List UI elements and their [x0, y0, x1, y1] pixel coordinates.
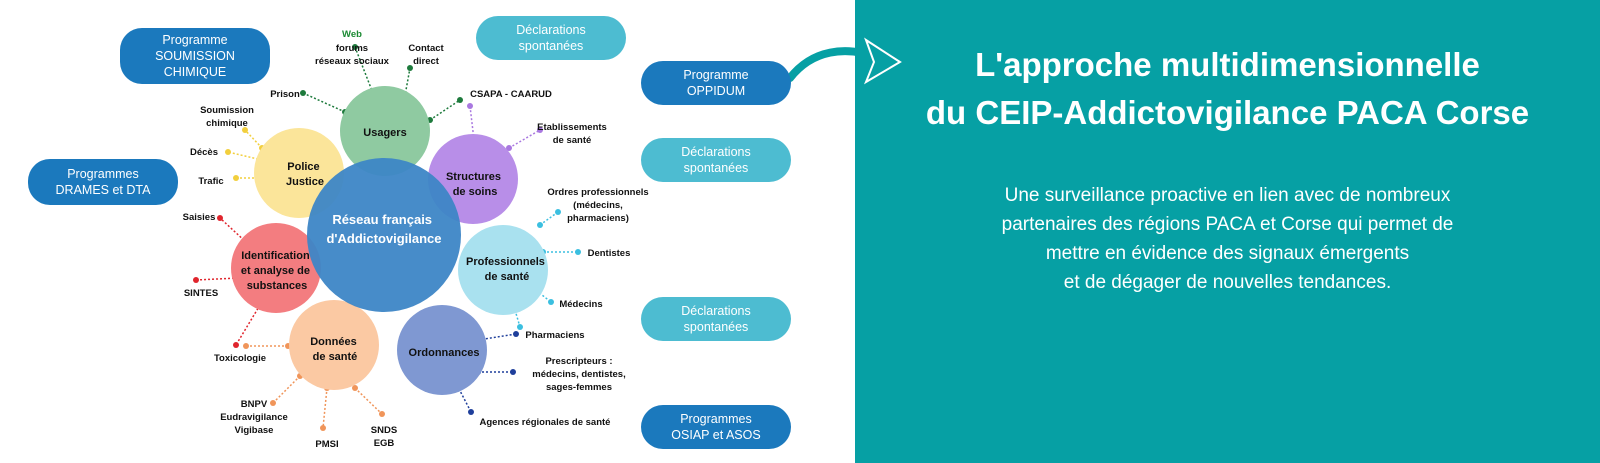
leaf-web: Web — [342, 29, 362, 40]
connector-line-donnees — [323, 388, 327, 428]
connector-dot-usagers — [300, 90, 306, 96]
leaf-agences: Agences régionales de santé — [479, 417, 611, 428]
connector-dot-donnees — [243, 343, 249, 349]
hub-structures-label: Structures de soins — [445, 171, 501, 198]
leaf-contact: Contact direct — [408, 43, 444, 67]
leaf-forums: forums réseaux sociaux — [315, 43, 389, 67]
connector-dot-professionnels — [555, 209, 561, 215]
leaf-bnpv: BNPV Eudravigilance Vigibase — [220, 399, 288, 436]
hub-ordonnances-label: Ordonnances — [408, 347, 480, 359]
connector-line-identification — [236, 305, 260, 345]
leaf-dentistes: Dentistes — [587, 248, 631, 259]
leaf-csapa: CSAPA - CAARUD — [470, 89, 552, 100]
connector-dot-professionnels — [548, 299, 554, 305]
hub-identification-label: Identification et analyse de substances — [240, 250, 311, 292]
leaf-trafic: Trafic — [198, 176, 224, 187]
pill-programme-oppidum: Programme OPPIDUM — [641, 61, 791, 105]
hub-professionnels-label: Professionnels de santé — [466, 256, 545, 283]
connector-dot-ordonnances — [468, 409, 474, 415]
connector-dot-professionnels — [517, 324, 523, 330]
leaf-pharmaciens: Pharmaciens — [525, 330, 585, 341]
connector-line-police — [245, 130, 262, 148]
connector-line-donnees — [355, 388, 382, 414]
connector-dot-professionnels — [575, 249, 581, 255]
center-label: Réseau français d'Addictovigilance — [326, 212, 442, 246]
leaf-pmsi: PMSI — [315, 439, 339, 450]
connector-dot-donnees — [379, 411, 385, 417]
paragraph-line-1: Une surveillance proactive en lien avec de nombreux — [1004, 185, 1451, 206]
connector-dot-identification — [193, 277, 199, 283]
title-line-2: du CEIP-Addictovigilance PACA Corse — [925, 94, 1530, 131]
leaf-deces: Décès — [190, 147, 218, 158]
connector-dot-structures — [457, 97, 463, 103]
connector-line-structures — [509, 130, 540, 148]
connector-line-professionnels — [540, 212, 558, 225]
leaf-snds: SNDS EGB — [370, 425, 398, 449]
leaf-medecins: Médecins — [559, 299, 603, 310]
pill-programme-soumission: Programme SOUMISSION CHIMIQUE — [120, 28, 270, 84]
connector-dot-ordonnances — [513, 331, 519, 337]
connector-line-identification — [196, 278, 238, 280]
connector-dot-structures — [467, 103, 473, 109]
connector-line-structures — [430, 100, 460, 120]
connector-line-donnees — [273, 376, 300, 403]
connector-dot-identification — [233, 342, 239, 348]
leaf-prescripteurs: Prescripteurs : médecins, dentistes, sages-femmes — [532, 356, 626, 393]
connector-line-usagers — [303, 93, 345, 112]
pill-declarations-mid: Déclarations spontanées — [641, 138, 791, 182]
pill-programmes-osiap: Programmes OSIAP et ASOS — [641, 405, 791, 449]
pill-declarations-top: Déclarations spontanées — [476, 16, 626, 60]
pill-programmes-drames: Programmes DRAMES et DTA — [28, 159, 178, 205]
hub-police-label: Police Justice — [286, 161, 324, 188]
connector-dot-donnees — [352, 385, 358, 391]
leaf-saisies: Saisies — [182, 212, 216, 223]
hub-usagers-label: Usagers — [363, 127, 407, 139]
pill-declarations-low: Déclarations spontanées — [641, 297, 791, 341]
hub-donnees-label: Données de santé — [310, 336, 358, 363]
paragraph-line-4: et de dégager de nouvelles tendances. — [1063, 272, 1392, 293]
connector-dot-professionnels — [537, 222, 543, 228]
connector-dot-ordonnances — [510, 369, 516, 375]
connector-dot-police — [233, 175, 239, 181]
hub-professionnels-circle — [458, 225, 548, 315]
connector-dot-donnees — [270, 400, 276, 406]
leaf-etablissements: Etablissements de santé — [537, 122, 607, 146]
leaf-sintes: SINTES — [183, 288, 219, 299]
leaf-ordres: Ordres professionnels (médecins, pharmaciens) — [547, 187, 649, 224]
paragraph-line-2: partenaires des régions PACA et Corse qui permet de — [1001, 214, 1454, 235]
title-line-1: L'approche multidimensionnelle — [975, 46, 1480, 83]
leaf-toxicologie: Toxicologie — [213, 353, 267, 364]
leaf-soumission: Soumission chimique — [200, 105, 254, 129]
connector-dot-police — [225, 149, 231, 155]
connector-dot-identification — [217, 215, 223, 221]
leaf-prison: Prison — [270, 89, 300, 100]
connector-dot-donnees — [320, 425, 326, 431]
paragraph-line-3: mettre en évidence des signaux émergents — [1045, 243, 1410, 264]
